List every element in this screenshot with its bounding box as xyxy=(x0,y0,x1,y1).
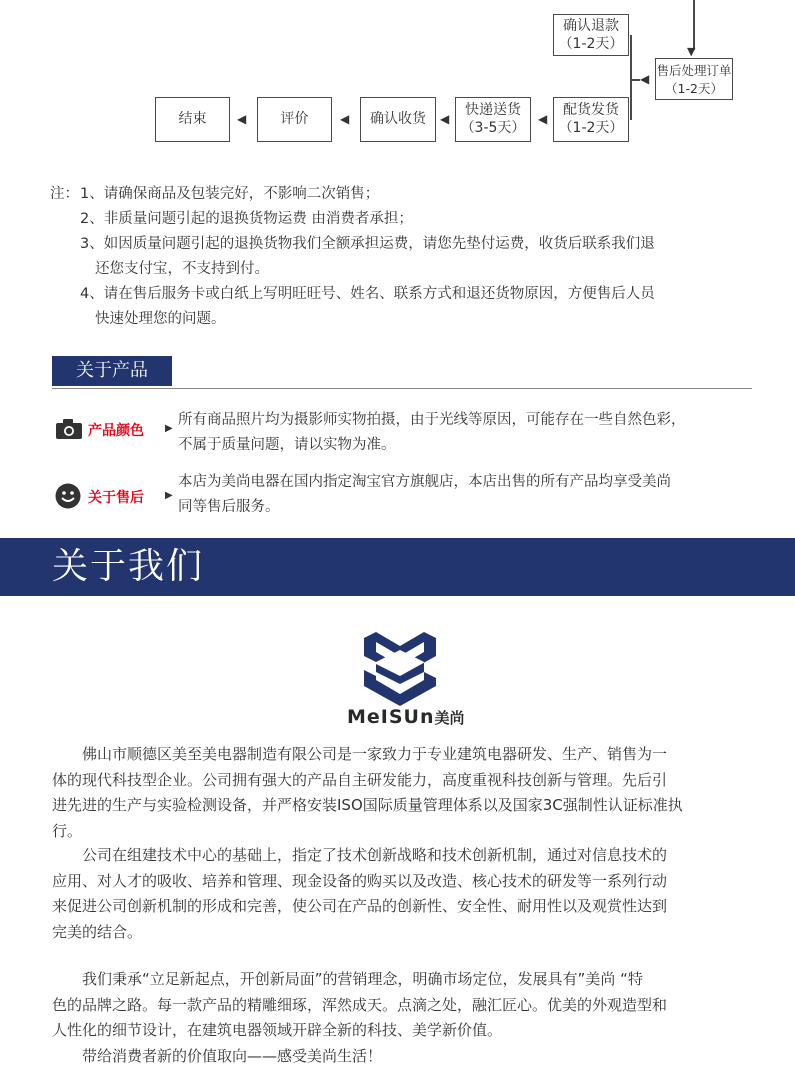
step-confirm-refund xyxy=(553,14,629,56)
step-duration: （1-2天） xyxy=(558,36,624,52)
text-line: 我们秉承“立足新起点，开创新局面”的营销理念，明确市场定位，发展具有”美尚 “特 xyxy=(52,970,643,988)
arrow-right: ▶ xyxy=(165,490,173,501)
product-color-label: 产品颜色 xyxy=(88,423,144,439)
about-paragraph-1 xyxy=(52,742,757,844)
step-after-sale xyxy=(655,58,733,100)
connector-line xyxy=(693,0,695,50)
text-line: 带给消费者新的价值取向——感受美尚生活！ xyxy=(52,1046,383,1065)
arrow-left: ◀ xyxy=(538,112,548,126)
product-color-row xyxy=(55,408,775,458)
notes-prefix: 注： xyxy=(50,186,79,202)
step-label: 配货发货 xyxy=(563,102,619,118)
logo-cn: 美尚 xyxy=(434,709,465,727)
step-label: 快递送货 xyxy=(465,102,521,118)
note-line: 4、请在售后服务卡或白纸上写明旺旺号、姓名、联系方式和退还货物原因，方便售后人员 xyxy=(80,286,655,302)
about-paragraph-3 xyxy=(52,967,757,1069)
text-line: 色的品牌之路。每一款产品的精雕细琢，浑然成天。点滴之处，融汇匠心。优美的外观造型和 xyxy=(52,995,668,1014)
text-line: 佛山市顺德区美至美电器制造有限公司是一家致力于专业建筑电器研发、生产、销售为一 xyxy=(52,745,668,763)
step-label: 结束 xyxy=(178,111,207,127)
text-line: 本店为美尚电器在国内指定淘宝官方旗舰店，本店出售的所有产品均享受美尚 xyxy=(178,474,671,490)
step-duration: （3-5天） xyxy=(460,120,526,136)
text-line: 所有商品照片均为摄影师实物拍摄，由于光线等原因，可能存在一些自然色彩， xyxy=(178,412,686,428)
step-label: 售后处理订单 xyxy=(656,63,732,78)
text-line: 行。 xyxy=(52,821,83,840)
about-us-banner xyxy=(0,538,795,596)
arrow-left: ◀ xyxy=(440,112,450,126)
step-ship xyxy=(553,97,629,142)
text-line: 体的现代科技型企业。公司拥有强大的产品自主研发能力，高度重视科技创新与管理。先后引 xyxy=(52,770,668,789)
after-sale-row xyxy=(55,470,775,520)
connector-line xyxy=(630,79,640,81)
step-end xyxy=(155,97,230,142)
connector-line xyxy=(630,35,632,120)
text-line: 进先进的生产与实验检测设备，并严格安装ISO国际质量管理体系以及国家3C强制性认证标准执 xyxy=(52,796,683,814)
about-paragraph-2 xyxy=(52,843,757,945)
note-line: 1、请确保商品及包装完好，不影响二次销售； xyxy=(80,186,380,202)
note-line: 2、非质量问题引起的退换货物运费 由消费者承担； xyxy=(80,211,413,227)
text-line: 同等售后服务。 xyxy=(178,499,280,515)
step-label: 确认退款 xyxy=(563,18,619,34)
arrow-left: ◀ xyxy=(237,112,247,126)
text-line: 应用、对人才的吸收、培养和管理、现金设备的购买以及改造、核心技术的研发等一系列行动 xyxy=(52,871,668,890)
step-duration: （1-2天） xyxy=(558,120,624,136)
product-color-text xyxy=(178,408,768,458)
logo-wordmark: MeISUn xyxy=(347,706,435,728)
arrow-left: ◀ xyxy=(340,112,350,126)
camera-icon xyxy=(55,418,83,444)
section-title-about-product: 关于产品 xyxy=(52,356,172,386)
note-line: 还您支付宝，不支持到付。 xyxy=(95,261,269,277)
text-line: 人性化的细节设计，在建筑电器领域开辟全新的科技、美学新价值。 xyxy=(52,1021,503,1039)
brand-logo-text xyxy=(347,706,465,728)
text-line: 完美的结合。 xyxy=(52,922,143,941)
section-title-about-us: 关于我们 xyxy=(52,546,205,587)
step-review xyxy=(257,97,332,142)
note-line: 快速处理您的问题。 xyxy=(95,311,226,327)
step-duration: （1-2天） xyxy=(665,81,723,96)
step-label: 确认收货 xyxy=(370,111,426,127)
text-line: 不属于质量问题，请以实物为准。 xyxy=(178,437,396,453)
arrow-down: ▼ xyxy=(687,45,696,58)
after-sale-text xyxy=(178,470,768,520)
arrow-right: ▶ xyxy=(165,423,173,434)
step-express xyxy=(455,97,531,142)
step-label: 评价 xyxy=(280,111,309,127)
smile-icon xyxy=(55,483,81,513)
text-line: 来促进公司创新机制的形成和完善，使公司在产品的创新性、安全性、耐用性以及观赏性达到 xyxy=(52,897,668,915)
note-line: 3、如因质量问题引起的退换货物我们全额承担运费，请您先垫付运费，收货后联系我们退 xyxy=(80,236,655,252)
text-line: 公司在组建技术中心的基础上，指定了技术创新战略和技术创新机制，通过对信息技术的 xyxy=(52,846,668,864)
after-sale-label: 关于售后 xyxy=(88,490,144,506)
divider xyxy=(52,388,752,389)
arrow-left: ◀ xyxy=(640,72,650,86)
step-confirm-receipt xyxy=(360,97,436,142)
